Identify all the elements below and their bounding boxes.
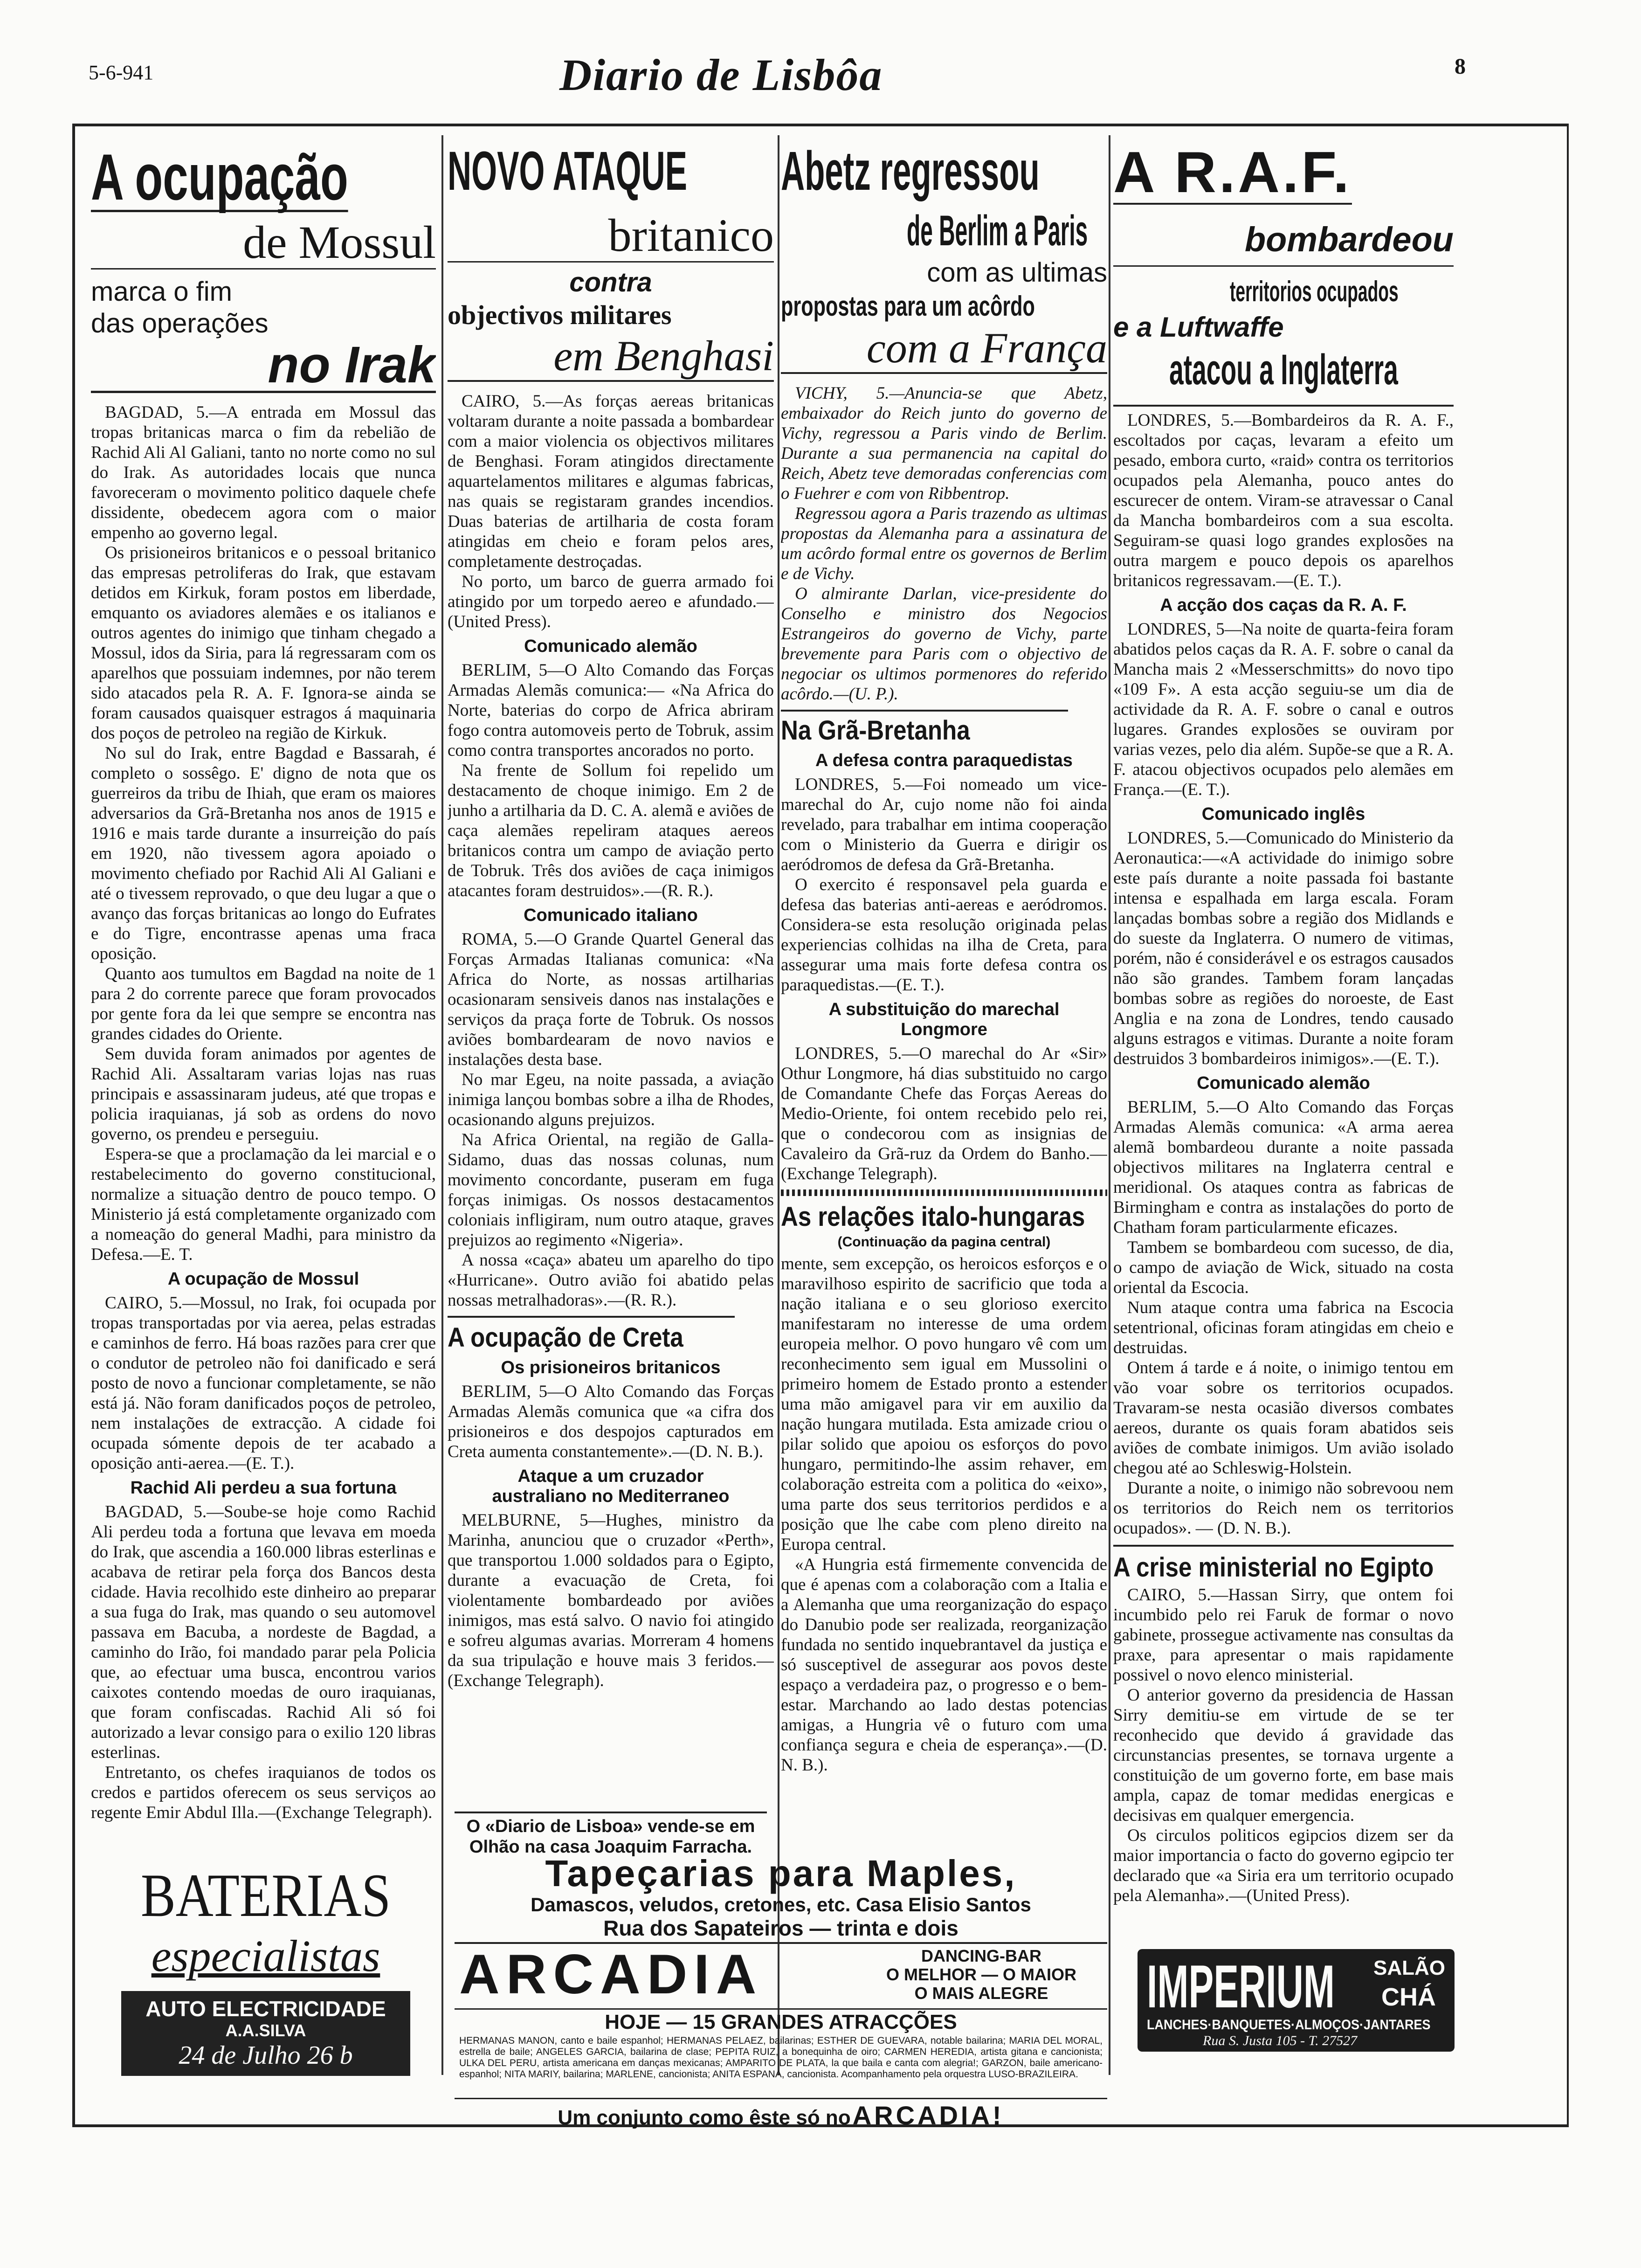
headline-deck: das operações <box>91 308 269 339</box>
article-paragraph: Quanto aos tumultos em Bagdad na noite de 1 para 2 do corrente parece que foram provocados por gente fora da lei que sempre se encontra nas grandes cidades do Oriente. <box>91 964 436 1044</box>
headline-deck: com as ultimas <box>927 257 1107 288</box>
article-paragraph: Durante a noite, o inimigo não sobrevoou nem os territorios do Reich nem os territorios ocupados». — (D. N. B.). <box>1113 1479 1454 1538</box>
headline-deck: territorios ocupados <box>1230 276 1399 308</box>
subheading: Comunicado inglês <box>1201 804 1365 824</box>
article-paragraph: MELBURNE, 5—Hughes, ministro da Marinha, anunciou que o cruzador «Perth», que transportou 1.000 soldados para o Egipto, durante a evacuação de Creta, foi violentamente bombardeado por aviões inimigos, mas está salvo. O navio foi atingido e sofreu algumas avarias. Morreram 4 homens da sua tripulação e houve mais 3 feridos.—(Exchange Telegraph). <box>448 1511 774 1690</box>
article-paragraph: LONDRES, 5.—Comunicado do Ministerio da Aeronautica:—«A actividade do inimigo sobre este país durante a noite passada foi bastante intensa e espalhada em larga escala. Foram lançadas bombas sobre a região dos Midlands e do sueste da Inglaterra. O numero de vitimas, porém, não é considerável e os estragos causados não são grandes. Tambem foram lançadas bombas sobre as regiões do noroeste, de East Anglia e na zona de Londres, tendo causado alguns estragos e vitimas. Durante a noite foram destruidos 3 bombardeiros inimigos».—(E. T.). <box>1113 829 1454 1068</box>
article-paragraph: BERLIM, 5—O Alto Comando das Forças Armadas Alemãs comunica:— «Na Africa do Norte, baterias do corpo de Africa abriram fogo contra automoveis perto de Tobruk, assim como contra transportes ancorados no porto. <box>448 661 774 760</box>
article-paragraph: «A Hungria está firmemente convencida de que é apenas com a colaboração com a Italia e a Alemanha que uma reorganização do espaço do Danubio pode ser realizada, reorganização fundada no sentido inquebrantavel da justiça e só susceptivel de assegurar aos povos deste espaço a verdadeira paz, o progresso e o bem-estar. Marchando ao lado destas potencias amigas, a Hungria vê o futuro com uma confiança segura e cheia de esperança».—(D. N. B.). <box>781 1555 1107 1775</box>
headline: Abetz regressou <box>781 140 1040 202</box>
article-paragraph: Entretanto, os chefes iraquianos de todos os credos e partidos oferecem os seus serviços ao regente Emir Abdul Illa.—(Exchange Telegraph). <box>91 1763 436 1822</box>
ad-line: A.A.SILVA <box>225 2021 306 2040</box>
imperium-ad <box>1138 1949 1455 2052</box>
maples-ad <box>455 1853 1107 1940</box>
ad-tagline <box>860 1947 1103 2003</box>
newspaper-title: Diario de Lisbôa <box>559 50 883 100</box>
ad-line: HOJE — 15 GRANDES ATRACÇÕES <box>455 2008 1107 2034</box>
article-paragraph: No mar Egeu, na noite passada, a aviação inimiga lançou bombas sobre a ilha de Rhodes, ocasionando alguns prejuizos. <box>448 1070 774 1129</box>
column-2 <box>448 135 774 1800</box>
section-heading: As relações italo-hungaras <box>781 1202 1085 1232</box>
ad-line: ARCADIA! <box>852 2101 1004 2130</box>
section-heading: A ocupação de Creta <box>448 1316 735 1353</box>
article-paragraph: Na Africa Oriental, na região de Galla-Sidamo, duas das nossas colunas, num movimento concordante, puseram em fuga forças inimigas. Os nossos destacamentos coloniais infligiram, num outro ataque, graves prejuizos ao regimento «Nigeria». <box>448 1130 774 1250</box>
subheading: Comunicado alemão <box>524 636 697 656</box>
headline-deck: atacou a Inglaterra <box>1169 346 1398 394</box>
baterias-ad <box>103 1860 429 2108</box>
headline: A R.A.F. <box>1113 140 1352 205</box>
issue-date: 5-6-941 <box>89 61 154 84</box>
headline-deck: em Benghasi <box>448 332 774 382</box>
ad-line: AUTO ELECTRICIDADE <box>145 1997 386 2021</box>
subheading: australiano no Mediterraneo <box>492 1487 730 1506</box>
column-4 <box>1113 135 1454 2094</box>
article-paragraph: mente, sem excepção, os heroicos esforços e o maravilhoso espirito de sacrificio que toda a nação italiana e o seu glorioso exercito manifestaram no interesse de uma ordem europeia melhor. O povo hungaro vê com um reconhecimento sem igual em Mussolini o primeiro homem de Estado pronto a estender uma mão amigavel para vir em auxilio da nação hungara mutilada. Esta amizade criou o pilar solido que apoiou os esforços do povo hungaro, permitindo-lhe assim rehaver, em colaboração estreita com a politica do «eixo», uma parte dos seus territorios perdidos e a posição que lhe cabe com pleno direito na Europa central. <box>781 1254 1107 1554</box>
arcadia-ad <box>455 1942 1107 2130</box>
headline: NOVO ATAQUE <box>448 140 687 202</box>
headline-deck: objectivos militares <box>448 300 672 330</box>
subheading: A defesa contra paraquedistas <box>815 751 1073 770</box>
distribution-notice <box>455 1812 767 1857</box>
ad-title: ARCADIA <box>459 1943 763 2005</box>
ad-banner <box>121 1991 410 2076</box>
article-paragraph: O exercito é responsavel pela guarda e defesa das baterias anti-aereas e aeródromos. Considera-se esta resolução originada pelas experiencias colhidas na ilha de Creta, para assegurar uma mais forte defesa contra os paraquedistas.—(E. T.). <box>781 875 1107 995</box>
ad-line: HERMANAS MANON, canto e baile espanhol; HERMANAS PELAEZ, bailarinas; ESTHER DE GUEVARA, notable bailarina; MARIA DEL MORAL, estrella de baile; ANGELES GARCIA, bailarina de clase; PEPITA RUIZ, a bonequinha de oiro; CARMEN HEREDIA, artista gitana e cancionista; ULKA DEL PERU, artista americana em danças mexicanas; AMPARITO DE PLATA, la que baila e canta com alegria!; GARZON, baile americano-espanhol; NITA MARIY, bailarina; MARLENE, cancionista; ANITA ESPANA, cancionista. Acompanhamento pela orquestra LUSO-BRAZILEIRA. <box>459 2035 1103 2080</box>
headline-deck: no Irak <box>91 339 436 393</box>
section-heading: Na Grã-Bretanha <box>781 710 1068 746</box>
ad-title: IMPERIUM <box>1147 1952 1335 2020</box>
headline-deck: e a Luftwaffe <box>1113 311 1284 343</box>
ad-line: DANCING-BAR <box>921 1946 1041 1965</box>
section-heading: A crise ministerial no Egipto <box>1113 1552 1434 1583</box>
article-paragraph: BAGDAD, 5.—A entrada em Mossul das tropas britanicas marca o fim da rebelião de Rachid Ali Al Galiani, tanto no norte como no sul do Irak. As autoridades locais que nunca favoreceram o movimento politico daquele chefe dissidente, obedecem agora com o maior empenho ao governo legal. <box>91 403 436 542</box>
article-paragraph: CAIRO, 5.—As forças aereas britanicas voltaram durante a noite passada a bombardear com a maior violencia os objectivos militares de Benghasi. Foram atingidos directamente aquartelamentos militares e algumas fabricas, nas quais se registaram grandes incendios. Duas baterias de artilharia de costa foram atingidas em cheio e foram pelos ares, completamente destroçadas. <box>448 392 774 571</box>
ad-line: Tapeçarias para Maples, <box>545 1853 1017 1894</box>
subheading: A ocupação de Mossul <box>167 1269 359 1289</box>
headline-deck: bombardeou <box>1113 214 1454 267</box>
ornamental-rule <box>781 1189 1107 1196</box>
ad-line: CHÁ <box>1381 1983 1436 2011</box>
divider <box>1113 405 1454 407</box>
headline-deck: de Berlim a Paris <box>907 207 1088 255</box>
article-paragraph: Num ataque contra uma fabrica na Escocia setentrional, oficinas foram atingidas em cheio e destruidas. <box>1113 1298 1454 1357</box>
article-paragraph: CAIRO, 5.—Mossul, no Irak, foi ocupada por tropas transportadas por via aerea, pelas estradas e caminhos de ferro. Há boas razões para crer que o condutor de petroleo não foi danificado e será posto de novo a funcionar completamente, se não está já. Não foram danificados poços de petroleo, nem instalações de extracção. A cidade foi ocupada sómente depois de ter acabado a oposição anti-aerea.—(E. T.). <box>91 1293 436 1473</box>
article-paragraph: BERLIM, 5—O Alto Comando das Forças Armadas Alemãs comunica que «a cifra dos prisioneiros e dos despojos capturados em Creta aumenta constantemente».—(D. N. B.). <box>448 1382 774 1461</box>
article-paragraph: Os circulos politicos egipcios dizem ser da maior importancia o facto do governo egipcio ter declarado que «a Siria era um territorio ocupado pela Alemanha».—(United Press). <box>1113 1826 1454 1905</box>
article-paragraph: LONDRES, 5.—Foi nomeado um vice-marechal do Ar, cujo nome não foi ainda revelado, para trabalhar em intima cooperação com o Ministerio da Guerra e dirigir os aeródromos de defesa da Grã-Bretanha. <box>781 775 1107 874</box>
subheading: A acção dos caças da R. A. F. <box>1160 595 1407 615</box>
ad-line: Rua S. Justa 105 - T. 27527 <box>1203 2033 1358 2048</box>
article-paragraph: LONDRES, 5—Na noite de quarta-feira foram abatidos pelos caças da R. A. F. sobre o canal da Mancha mais 2 «Messerschmitts» do novo tipo «109 F». A esta acção seguiu-se um dia de actividade da R. A. F. sobre o canal e outros lugares. Grandes explosões se ouviram por varias vezes, pelo dia além. Supõe-se que a R. A. F. atacou objectivos ocupados pelo alemães em França.—(E. T.). <box>1113 620 1454 799</box>
article-paragraph: BAGDAD, 5.—Soube-se hoje como Rachid Ali perdeu toda a fortuna que levava em moeda do Irak, que ascendia a 160.000 libras esterlinas e acabava de retirar pela força dos Bancos desta cidade. Havia recolhido este dinheiro ao preparar a sua fuga do Irak, mas quando o seu automovel passava em Bacuba, a nordeste de Bagdad, a caminho do Irão, foi mandado parar pela Policia que, ao efectuar uma busca, encontrou varios caixotes contendo moedas de ouro iraquianas, que foram confiscadas. Rachid Ali só foi autorizado a levar consigo para o exilio 120 libras esterlinas. <box>91 1502 436 1762</box>
subheading: Longmore <box>901 1020 987 1039</box>
ad-line: SALÃO <box>1373 1957 1445 1979</box>
subheading: Rachid Ali perdeu a sua fortuna <box>130 1478 397 1498</box>
article-paragraph: Tambem se bombardeou com sucesso, de dia, o campo de aviação de Wick, situado na costa oriental da Escocia. <box>1113 1238 1454 1297</box>
ad-script: especialistas <box>151 1931 380 1981</box>
ad-line: O MAIS ALEGRE <box>914 1984 1048 2003</box>
ad-line: Um conjunto como êste só no <box>558 2106 851 2129</box>
column-rule <box>778 135 779 2075</box>
ad-title: BATERIAS <box>140 1861 391 1929</box>
article-paragraph: No sul do Irak, entre Bagdad e Bassarah, é completo o sossêgo. E' digno de nota que os guerreiros da tribu de Ihiah, que eram os maiores adversarios da Grã-Bretanha nos anos de 1915 e 1916 e mais tarde durante a insurreição do país em 1920, não tivessem agora apoiado o movimento chefiado por Rachid Ali Al Galiani e até o tivessem reprovado, o que deu lugar a que o avanço das forças britanicas ao longo do Eufrates e do Tigre, encontrasse apenas uma fraca oposição. <box>91 744 436 963</box>
column-rule <box>1109 135 1110 2075</box>
article-paragraph: Ontem á tarde e á noite, o inimigo tentou em vão voar sobre os territorios ocupados. Travaram-se nesta ocasião diversos combates aereos, durante os quais foram abatidos seis aviões de combate inimigos. Um avião isolado chegou até ao Schleswig-Holstein. <box>1113 1358 1454 1478</box>
page-number: 8 <box>1455 54 1466 79</box>
ad-line: LANCHES·BANQUETES·ALMOÇOS·JANTARES <box>1147 2017 1431 2033</box>
continuation-note: (Continuação da pagina central) <box>837 1234 1051 1250</box>
article-paragraph: Sem duvida foram animados por agentes de Rachid Ali. Assaltaram varias lojas nas ruas principais e assassinaram judeus, até que tropas e policia iraquianas, já sob as ordens do novo governo, os prendeu e perseguiu. <box>91 1044 436 1144</box>
column-rule <box>441 135 443 2075</box>
article-paragraph: O almirante Darlan, vice-presidente do Conselho e ministro dos Negocios Estrangeiros do governo de Vichy, parte brevemente para Paris com o objectivo de negociar os ultimos pormenores do referido acôrdo.—(U. P.). <box>781 584 1107 704</box>
headline-deck: marca o fim <box>91 277 232 307</box>
article-paragraph: VICHY, 5.—Anuncia-se que Abetz, embaixador do Reich junto do governo de Vichy, regressou a Paris vindo de Berlim. Durante a sua permanencia na capital do Reich, Abetz teve demoradas conferencias com o Fuehrer e com von Ribbentrop. <box>781 384 1107 503</box>
article-paragraph: CAIRO, 5.—Hassan Sirry, que ontem foi incumbido pelo rei Faruk de formar o novo gabinete, prossegue activamente nas consultas da praxe, para apresentar o mais rapidamente possivel o novo elenco ministerial. <box>1113 1585 1454 1685</box>
article-paragraph: Na frente de Sollum foi repelido um destacamento de choque inimigo. Em 2 de junho a artilharia da D. C. A. alemã e aviões de caça alemães repeliram ataques aereos britanicos contra um campo de aviação perto de Tobruk. Três dos aviões de caça inimigos atacantes foram destruidos».—(R. R.). <box>448 761 774 900</box>
subheading: Comunicado italiano <box>524 906 698 925</box>
article-paragraph: O anterior governo da presidencia de Hassan Sirry demitiu-se em virtude de se ter reconhecido que devido á gravidade das circunstancias presentes, se tornava urgente a constituição de um governo forte, em base mais ampla, capaz de tomar medidas energicas e decisivas em qualquer emergencia. <box>1113 1686 1454 1825</box>
headline-deck: de Mossul <box>91 217 436 270</box>
article-paragraph: ROMA, 5.—O Grande Quartel General das Forças Armadas Italianas comunica: «Na Africa do Norte, as nossas artilharias ocasionaram sensiveis danos nas instalações e serviços da praça forte de Tobruk. Os nossos aviões bombardearam de novo navios e instalações desta base. <box>448 930 774 1069</box>
subheading: Comunicado alemão <box>1197 1073 1370 1093</box>
headline: A ocupação <box>91 140 348 214</box>
notice-text: O «Diario de Lisboa» vende-se em Olhão na casa Joaquim Farracha. <box>466 1817 755 1857</box>
article-paragraph: LONDRES, 5.—O marechal do Ar «Sir» Othur Longmore, há dias substituido no cargo de Comandante Chefe das Forças Aereas do Medio-Oriente, foi ontem recebido pelo rei, que o condecorou com as insignias de Cavaleiro da Grã-ruz da Ordem do Banho.—(Exchange Telegraph). <box>781 1044 1107 1183</box>
divider <box>1113 1545 1454 1547</box>
article-paragraph: Regressou agora a Paris trazendo as ultimas propostas da Alemanha para a assinatura de um acôrdo formal entre os governos de Berlim e de Vichy. <box>781 504 1107 583</box>
article-paragraph: LONDRES, 5.—Bombardeiros da R. A. F., escoltados por caças, levaram a efeito um pesado, embora curto, «raid» contra os territorios ocupados pela Alemanha, pouco antes do escurecer de ontem. Viram-se atravessar o Canal da Mancha bombardeiros com a sua escolta. Seguiram-se quasi logo grandes explosões na outra margem e pouco depois os aparelhos britanicos regressavam.—(E. T.). <box>1113 411 1454 590</box>
column-3 <box>781 135 1107 1814</box>
ad-footer <box>455 2098 1107 2130</box>
ad-line: O MELHOR — O MAIOR <box>886 1965 1076 1984</box>
headline-deck: britanico <box>448 210 774 263</box>
ad-line: Damascos, veludos, cretones, etc. Casa Elisio Santos <box>531 1894 1031 1915</box>
subheading: Ataque a um cruzador <box>517 1466 704 1486</box>
subheading: Os prisioneiros britanicos <box>501 1358 721 1377</box>
ad-line: 24 de Julho 26 b <box>179 2041 353 2070</box>
article-paragraph: Espera-se que a proclamação da lei marcial e o restabelecimento do governo constitucional, normalize a situação dentro de pouco tempo. O Ministerio já está completamente organizado com a nomeação do general Madhi, para ministro da Defesa.—E. T. <box>91 1145 436 1264</box>
headline-deck: contra <box>569 267 652 297</box>
column-1 <box>91 135 436 1954</box>
article-paragraph: BERLIM, 5.—O Alto Comando das Forças Armadas Alemãs comunica: «A arma aerea alemã bombardeou durante a noite passada objectivos militares na Inglaterra central e meridional. Os ataques contra as fabricas de Birmingham e contra as instalações do porto de Chatham foram particularmente eficazes. <box>1113 1098 1454 1237</box>
ad-line: Rua dos Sapateiros — trinta e dois <box>603 1916 958 1940</box>
subheading: A substituição do marechal <box>828 1000 1060 1019</box>
headline-deck: propostas para um acôrdo <box>781 290 1035 322</box>
article-paragraph: No porto, um barco de guerra armado foi atingido por um torpedo aereo e afundado.—(United Press). <box>448 572 774 631</box>
article-paragraph: A nossa «caça» abateu um aparelho do tipo «Hurricane». Outro avião foi abatido pelas nossas metralhadoras».—(R. R.). <box>448 1251 774 1310</box>
article-paragraph: Os prisioneiros britanicos e o pessoal britanico das empresas petroliferas do Irak, que estavam detidos em Kirkuk, foram postos em liberdade, emquanto os aviadores alemães e os italianos e outros agentes do inimigo que tinham chegado a Mossul, idos da Siria, para lá regressaram com os aparelhos que possuiam indemnes, por não terem sido atacados pela R. A. F. Ignora-se ainda se foram causados quaisquer estragos á maquinaria dos poços de petroleo na região de Kirkuk. <box>91 543 436 743</box>
headline-deck: com a França <box>781 324 1107 374</box>
